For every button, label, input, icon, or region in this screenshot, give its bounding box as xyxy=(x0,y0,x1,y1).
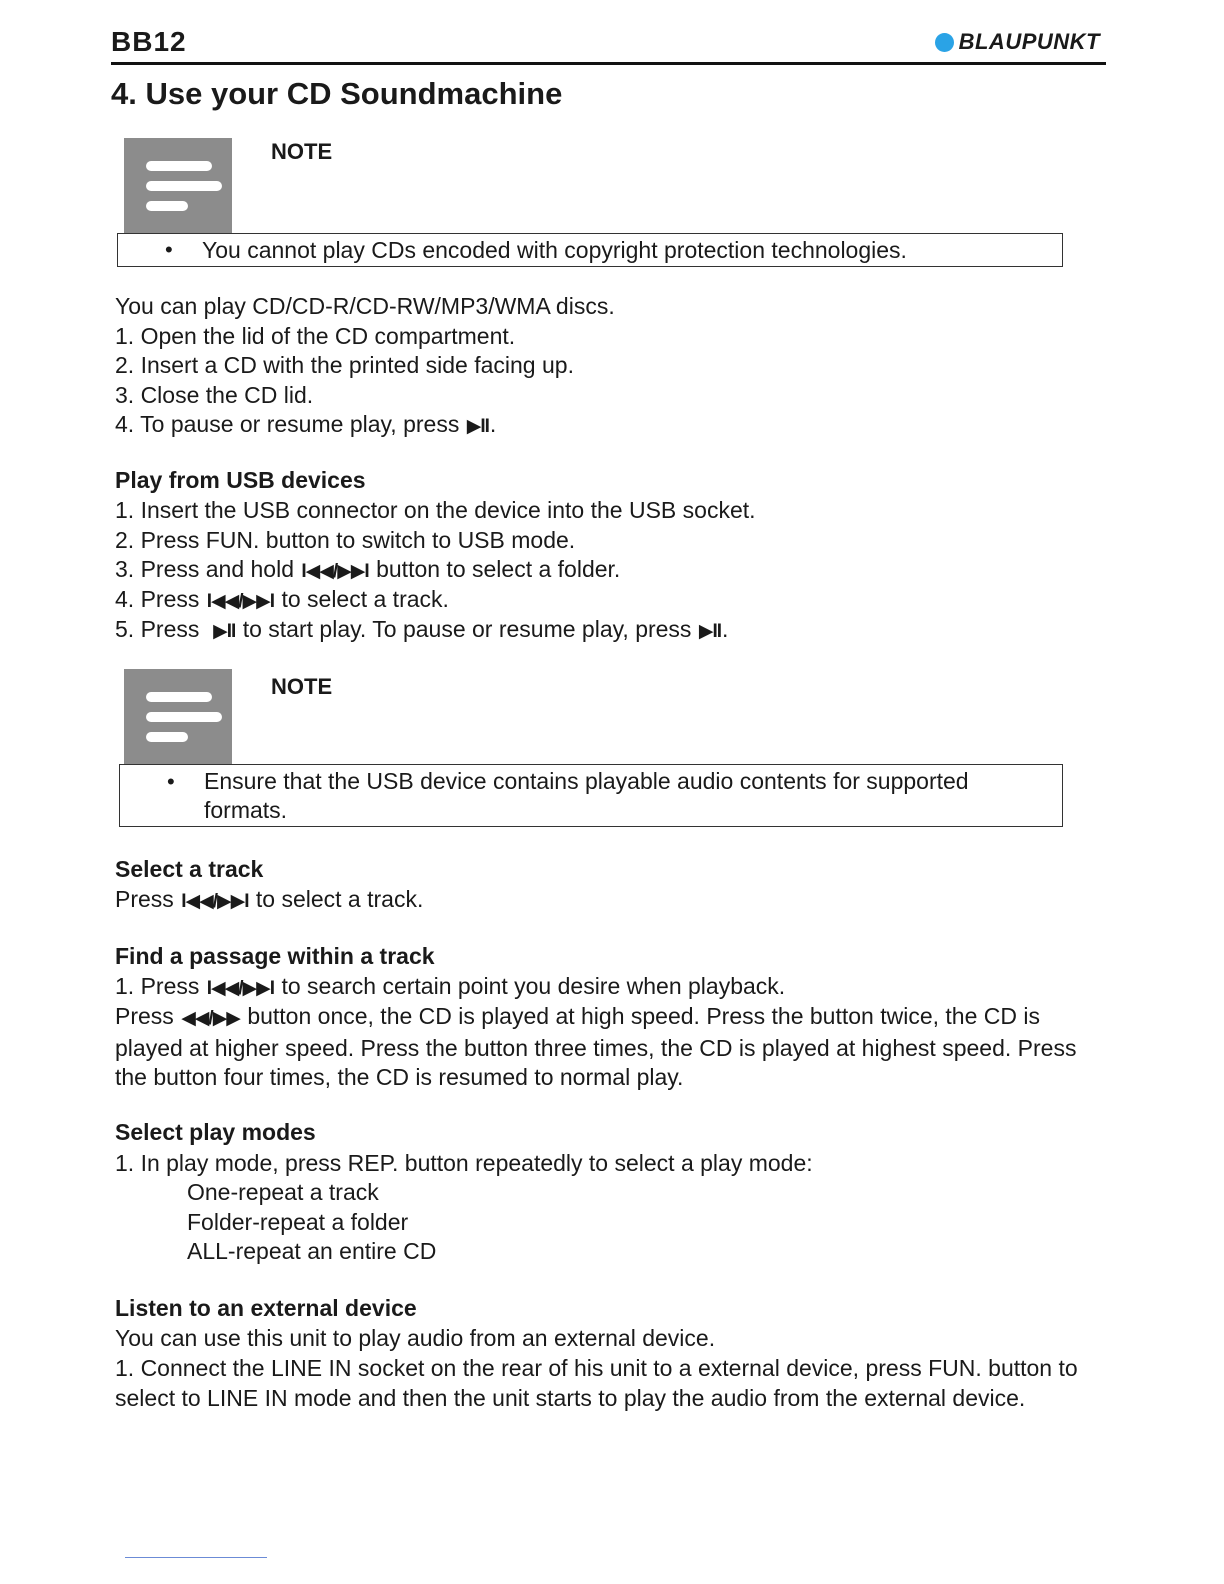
brand-dot-icon xyxy=(935,33,954,52)
note-text: Ensure that the USB device contains playable audio contents for supported formats. xyxy=(204,768,969,823)
modes-step: 1. In play mode, press REP. button repeatedly to select a play mode: xyxy=(115,1150,813,1176)
play-pause-icon: ▶II xyxy=(466,416,489,437)
prev-next-icon: I◀◀/▶▶I xyxy=(181,891,249,912)
cd-step: 3. Close the CD lid. xyxy=(115,382,314,408)
section-heading-play-modes: Select play modes xyxy=(115,1119,316,1145)
page-header xyxy=(111,26,1106,65)
footer-divider xyxy=(125,1557,267,1558)
usb-step: 2. Press FUN. button to switch to USB mode. xyxy=(115,527,576,553)
usb-step: 1. Insert the USB connector on the device into the USB socket. xyxy=(115,497,756,523)
model-name: BB12 xyxy=(111,26,187,57)
play-pause-icon: ▶II xyxy=(698,621,721,642)
rewind-forward-icon: ◀◀/▶▶ xyxy=(181,1008,240,1029)
select-track-text: Press I◀◀/▶▶I to select a track. xyxy=(115,886,424,912)
section-heading-usb: Play from USB devices xyxy=(115,467,366,493)
brand-name: BLAUPUNKT xyxy=(958,29,1100,54)
note-icon xyxy=(124,669,232,764)
prev-next-icon: I◀◀/▶▶I xyxy=(206,978,275,999)
cd-step: 4. To pause or resume play, press ▶II. xyxy=(115,411,497,437)
cd-step: 1. Open the lid of the CD compartment. xyxy=(115,323,516,349)
find-step: 1. Press I◀◀/▶▶I to search certain point you desire when playback. xyxy=(115,973,786,999)
prev-next-icon: I◀◀/▶▶I xyxy=(301,561,369,582)
note-icon xyxy=(124,138,232,233)
page-title: 4. Use your CD Soundmachine xyxy=(111,76,563,111)
mode-item: One-repeat a track xyxy=(187,1179,379,1205)
prev-next-icon: I◀◀/▶▶I xyxy=(206,591,275,612)
brand-logo xyxy=(935,29,1100,55)
note-text: You cannot play CDs encoded with copyright protection technologies. xyxy=(202,237,907,263)
usb-step: 3. Press and hold I◀◀/▶▶I button to select a folder. xyxy=(115,556,621,582)
note-box: • You cannot play CDs encoded with copyright protection technologies. xyxy=(117,233,1063,267)
section-heading-find-passage: Find a passage within a track xyxy=(115,943,435,969)
usb-step: 4. Press I◀◀/▶▶I to select a track. xyxy=(115,586,449,612)
external-step: 1. Connect the LINE IN socket on the rear of his unit to a external device, press FUN. button to select to LINE IN mode and then the unit starts to play the audio from the external device. xyxy=(115,1355,1078,1411)
usb-step: 5. Press ▶II to start play. To pause or resume play, press ▶II. xyxy=(115,616,729,642)
note-label: NOTE xyxy=(271,674,333,699)
find-paragraph: Press ◀◀/▶▶ button once, the CD is played at high speed. Press the button twice, the CD is played at higher speed. Press the button three times, the CD is played at highest speed. Press the button four times, the CD is resumed to normal play. xyxy=(115,1003,1077,1090)
note-label: NOTE xyxy=(271,139,333,164)
mode-item: ALL-repeat an entire CD xyxy=(187,1238,437,1264)
cd-step: 2. Insert a CD with the printed side facing up. xyxy=(115,352,574,378)
mode-item: Folder-repeat a folder xyxy=(187,1209,409,1235)
intro-text: You can play CD/CD-R/CD-RW/MP3/WMA discs. xyxy=(115,293,615,319)
play-pause-icon: ▶II xyxy=(213,621,236,642)
note-box: • Ensure that the USB device contains playable audio contents for supported formats. xyxy=(119,764,1063,827)
section-heading-external: Listen to an external device xyxy=(115,1295,417,1321)
external-text: You can use this unit to play audio from an external device. xyxy=(115,1325,716,1351)
section-heading-select-track: Select a track xyxy=(115,856,264,882)
